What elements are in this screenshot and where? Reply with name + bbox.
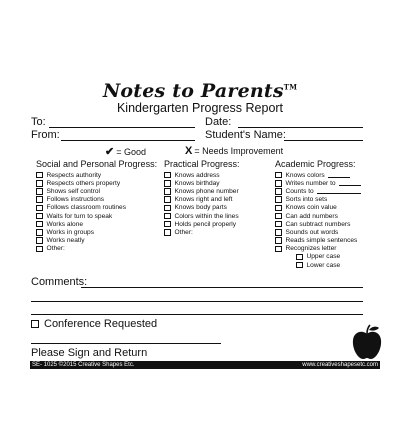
- checkbox[interactable]: [164, 196, 171, 203]
- checkmark-icon: ✔: [105, 146, 115, 158]
- brand-title: Notes to Parents™: [102, 80, 298, 102]
- academic-progress-column: [275, 159, 361, 269]
- checklist-item[interactable]: Follows classroom routines: [36, 204, 157, 212]
- checklist-item[interactable]: Knows birthday: [164, 179, 240, 187]
- checkbox[interactable]: [296, 262, 303, 269]
- checklist-item[interactable]: Respects authority: [36, 171, 157, 179]
- checklist-item[interactable]: Works neatly: [36, 237, 157, 245]
- checklist-item[interactable]: Knows address: [164, 171, 240, 179]
- checkbox[interactable]: [36, 172, 43, 179]
- checkbox[interactable]: [275, 172, 282, 179]
- checklist-item[interactable]: Other:: [36, 245, 157, 253]
- date-label: Date:: [205, 116, 232, 128]
- checklist-item[interactable]: Can add numbers: [275, 212, 361, 220]
- comments-line[interactable]: [81, 287, 363, 288]
- checkbox[interactable]: [36, 246, 43, 253]
- checklist-item[interactable]: Recognizes letter: [275, 245, 361, 253]
- checklist-item[interactable]: Sounds out words: [275, 228, 361, 236]
- checklist-item[interactable]: Other:: [164, 228, 240, 236]
- sign-and-return-label: Please Sign and Return: [31, 347, 148, 359]
- social-progress-title: Social and Personal Progress:: [36, 159, 158, 169]
- signature-line[interactable]: [31, 343, 221, 344]
- conference-label: Conference Requested: [44, 318, 158, 330]
- apple-icon: [351, 324, 383, 360]
- checklist-item[interactable]: Knows body parts: [164, 204, 240, 212]
- date-line[interactable]: [238, 127, 363, 128]
- checklist-subitem[interactable]: Lower case: [275, 261, 361, 269]
- from-line[interactable]: [61, 140, 195, 141]
- comments-line[interactable]: [31, 301, 363, 302]
- checkbox[interactable]: [275, 196, 282, 203]
- checkbox[interactable]: [36, 188, 43, 195]
- from-label: From:: [31, 129, 60, 141]
- checkbox[interactable]: [164, 221, 171, 228]
- checklist-item[interactable]: Knows right and left: [164, 196, 240, 204]
- checklist-item[interactable]: Respects others property: [36, 179, 157, 187]
- checklist-item[interactable]: Waits for turn to speak: [36, 212, 157, 220]
- checkbox[interactable]: [275, 205, 282, 212]
- checkbox[interactable]: [164, 213, 171, 220]
- checkbox[interactable]: [275, 213, 282, 220]
- checkbox[interactable]: [36, 196, 43, 203]
- checkbox[interactable]: [164, 205, 171, 212]
- checklist-item[interactable]: Reads simple sentences: [275, 237, 361, 245]
- checklist-item[interactable]: Follows instructions: [36, 196, 157, 204]
- checklist-item[interactable]: Counts to: [275, 187, 361, 195]
- checkbox[interactable]: [275, 221, 282, 228]
- trademark-mark: TM: [283, 82, 298, 92]
- checklist-subitem[interactable]: Upper case: [275, 253, 361, 261]
- checkbox[interactable]: [296, 254, 303, 261]
- comments-label: Comments:: [31, 276, 88, 288]
- conference-checkbox[interactable]: [31, 320, 39, 328]
- checklist-item[interactable]: Holds pencil properly: [164, 220, 240, 228]
- student-name-label: Student's Name:: [205, 129, 286, 141]
- practical-progress-title: Practical Progress:: [164, 159, 240, 169]
- checklist-item[interactable]: Shows self control: [36, 187, 157, 195]
- checklist-item[interactable]: Writes number to: [275, 179, 361, 187]
- report-subtitle: Kindergarten Progress Report: [116, 101, 284, 115]
- footer-copyright: SE- 1025 ©2015 Creative Shapes Etc.: [32, 362, 135, 368]
- checkbox[interactable]: [275, 237, 282, 244]
- checkbox[interactable]: [36, 229, 43, 236]
- checkbox[interactable]: [275, 188, 282, 195]
- checklist-item[interactable]: Knows phone number: [164, 187, 240, 195]
- footer-bar: [30, 361, 380, 369]
- to-label: To:: [31, 116, 46, 128]
- student-name-line[interactable]: [284, 140, 363, 141]
- academic-progress-title: Academic Progress:: [275, 159, 356, 169]
- legend-needs-improvement: X = Needs Improvement: [185, 145, 284, 157]
- fill-in-blank[interactable]: [328, 172, 350, 178]
- x-mark-icon: X: [185, 145, 193, 157]
- checkbox[interactable]: [36, 213, 43, 220]
- checkbox[interactable]: [275, 246, 282, 253]
- checkbox[interactable]: [36, 237, 43, 244]
- checkbox[interactable]: [275, 180, 282, 187]
- checkbox[interactable]: [164, 180, 171, 187]
- checklist-item[interactable]: Knows coin value: [275, 204, 361, 212]
- checkbox[interactable]: [36, 180, 43, 187]
- checklist-item[interactable]: Knows colors: [275, 171, 361, 179]
- practical-progress-column: [164, 159, 240, 237]
- checklist-item[interactable]: Colors within the lines: [164, 212, 240, 220]
- fill-in-blank[interactable]: [317, 188, 361, 194]
- checkbox[interactable]: [36, 221, 43, 228]
- conference-requested-option[interactable]: [31, 318, 157, 330]
- checklist-item[interactable]: Works in groups: [36, 228, 157, 236]
- checklist-item[interactable]: Can subtract numbers: [275, 220, 361, 228]
- comments-line[interactable]: [31, 314, 363, 315]
- to-line[interactable]: [49, 127, 195, 128]
- checkbox[interactable]: [164, 229, 171, 236]
- social-progress-column: [36, 159, 157, 253]
- footer-website: www.creativeshapesetc.com: [302, 362, 378, 368]
- fill-in-blank[interactable]: [339, 180, 361, 186]
- checkbox[interactable]: [164, 188, 171, 195]
- checklist-item[interactable]: Works alone: [36, 220, 157, 228]
- legend-good: ✔ = Good: [105, 146, 146, 158]
- checkbox[interactable]: [275, 229, 282, 236]
- checkbox[interactable]: [164, 172, 171, 179]
- checklist-item[interactable]: Sorts into sets: [275, 196, 361, 204]
- checkbox[interactable]: [36, 205, 43, 212]
